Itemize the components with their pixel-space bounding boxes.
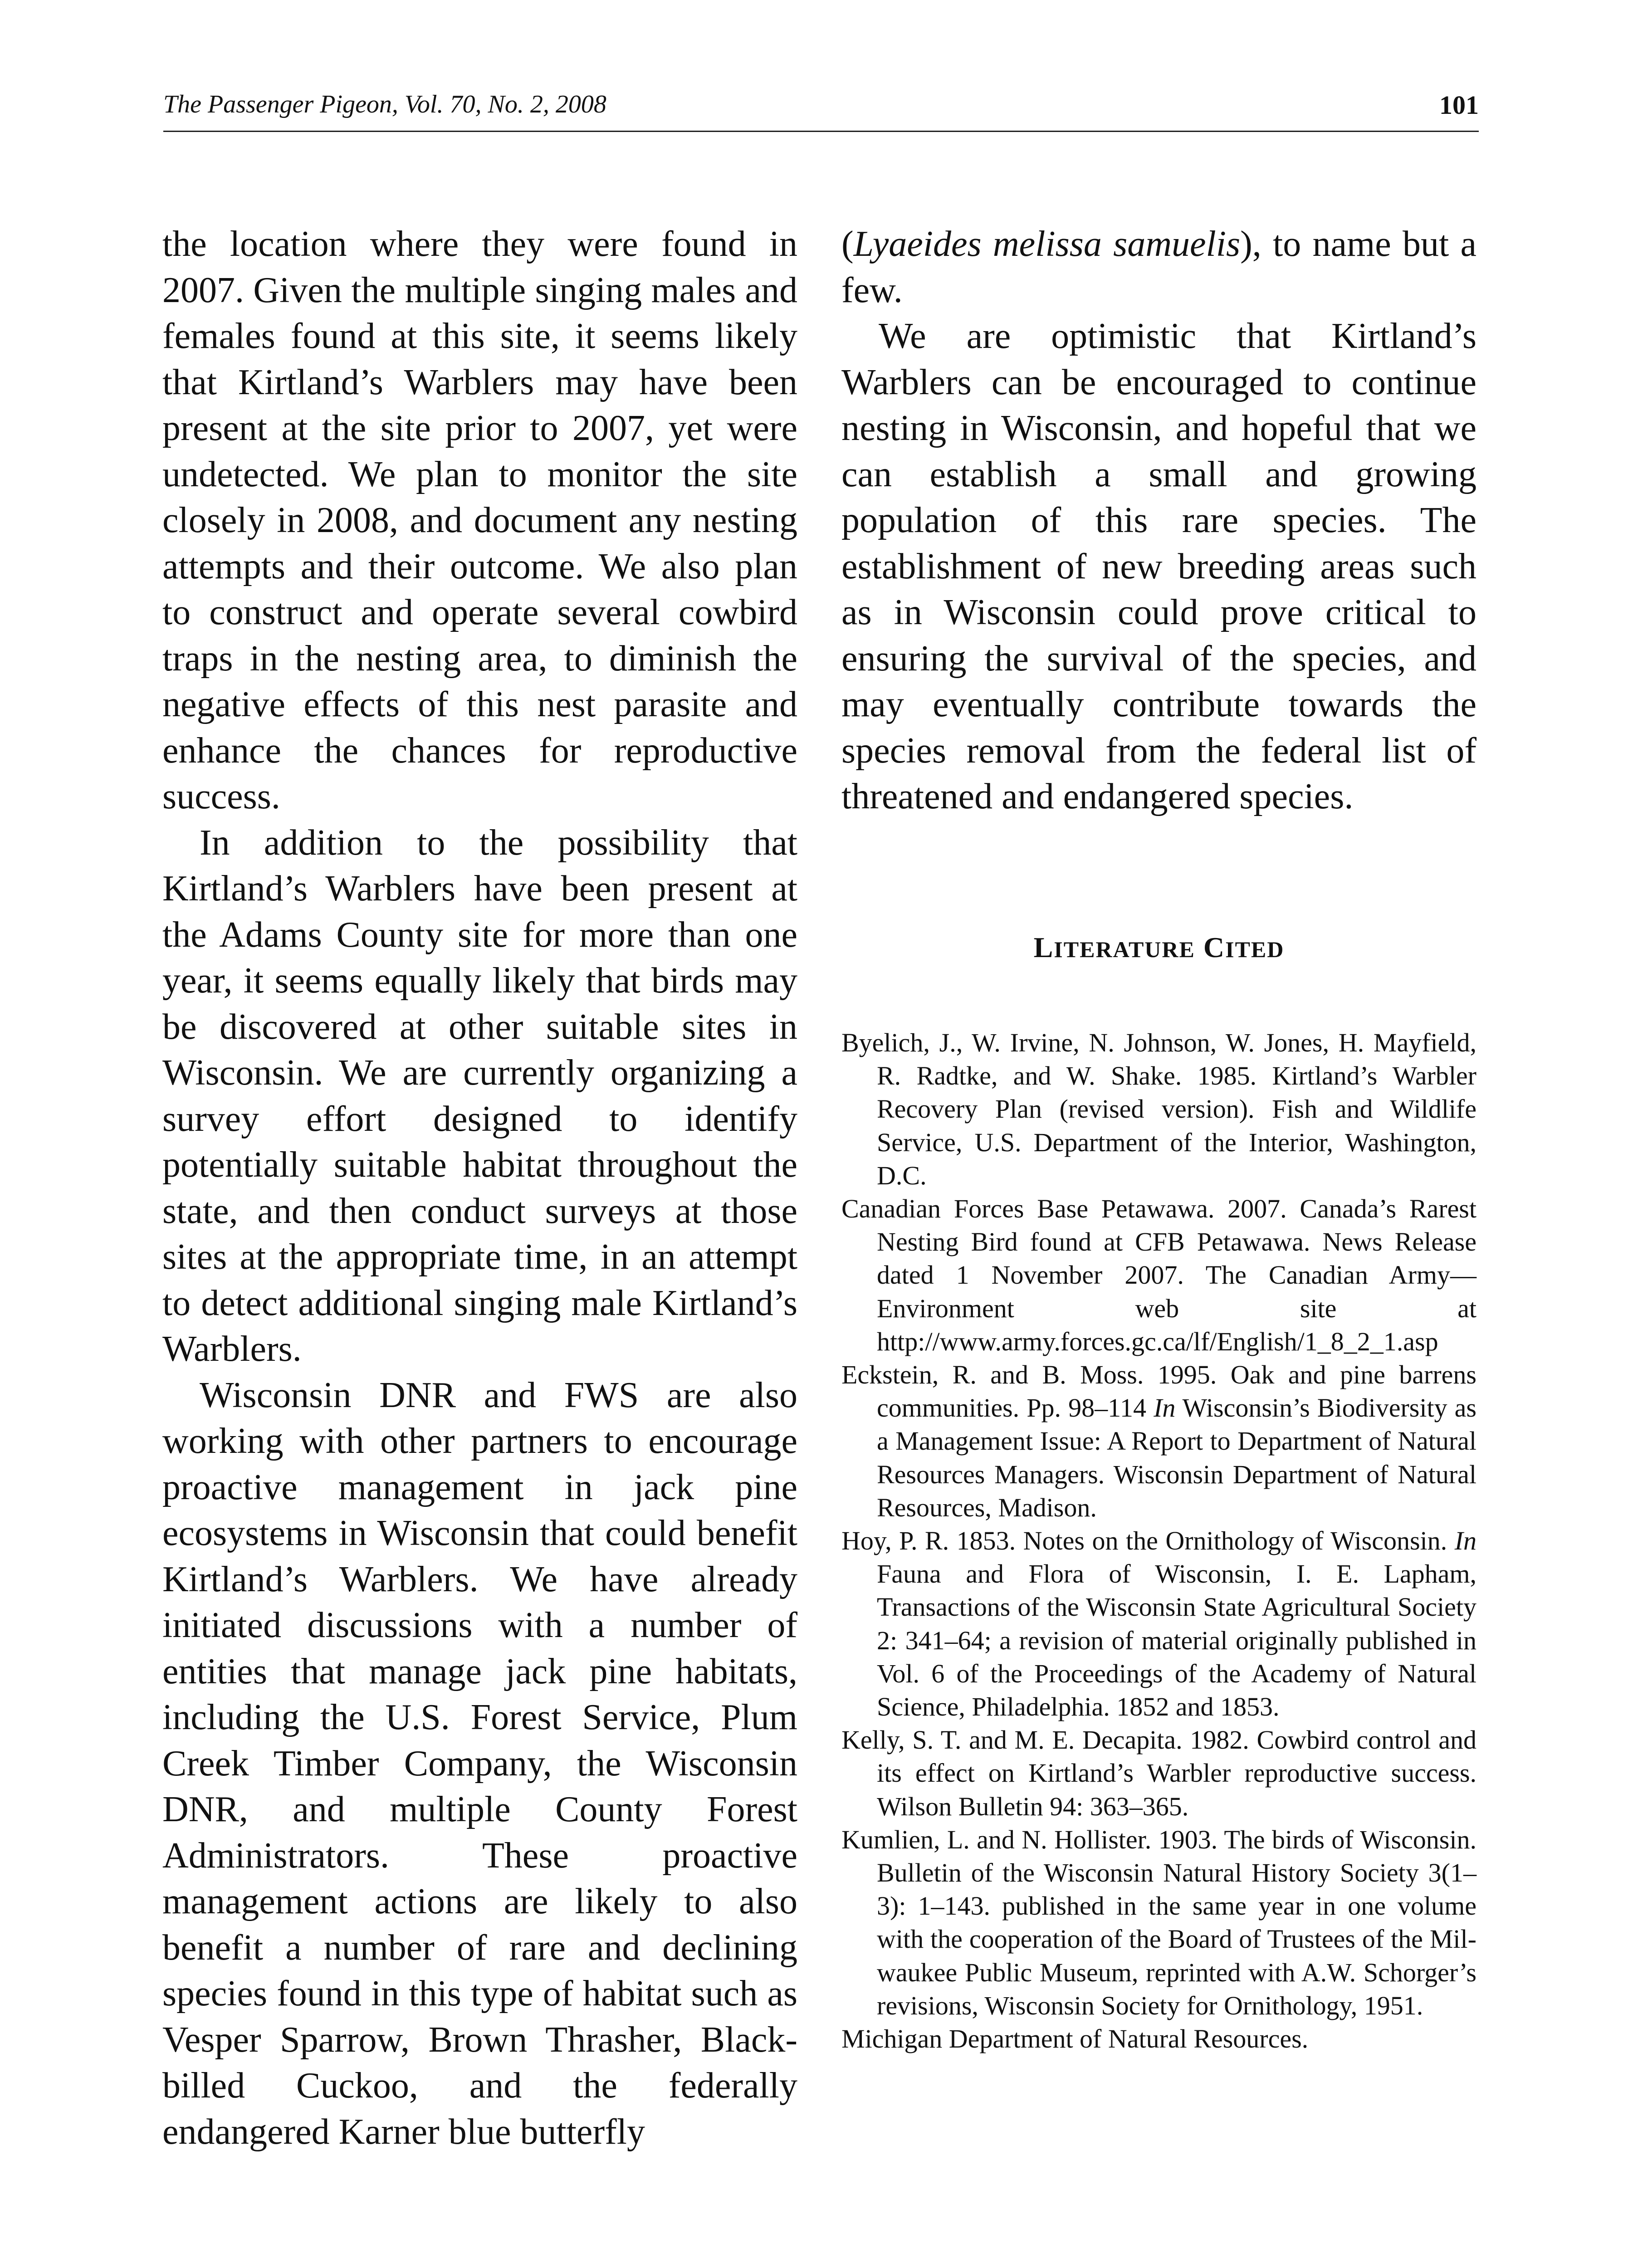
- section-heading: [841, 931, 1477, 964]
- paragraph: Wisconsin DNR and FWS are also working with other partners to encourage proactive management in jack pine ecosystems in Wisconsin that could benefit Kirtland’s Warblers. We have already initiated discussions with a number of entities that manage jack pine habitats, including the U.S. Forest Service, Plum Creek Timber Company, the Wisconsin DNR, and multiple County Forest Administrators. These proactive management actions are likely to also benefit a number of rare and declining species found in this type of habitat such as Vesper Sparrow, Brown Thrasher, Black-billed Cuckoo, and the federally endangered Karner blue butterfly: [162, 1375, 797, 2152]
- paragraph: We are optimistic that Kirtland’s Warblers can be encouraged to continue nesting in Wisconsin, and hopeful that we can establish a small and growing population of this rare species. The establishment of new breeding areas such as in Wisconsin could prove critical to ensuring the survival of the species, and may eventually contribute towards the species removal from the federal list of threatened and endangered species.: [841, 316, 1477, 816]
- reference-entry: Eckstein, R. and B. Moss. 1995. Oak and pine barrens communities. Pp. 98–114 In Wisconsin’s Biodiversity as a Management Issue: A Report to Department of Natural Resources Managers. Wisconsin Department of Natural Resources, Madison.: [841, 1360, 1477, 1522]
- right-column: [841, 221, 1477, 820]
- reference-entry: Byelich, J., W. Irvine, N. Johnson, W. Jones, H. Mayfield, R. Radtke, and W. Shake. 1985. Kirtland’s Warbler Recovery Plan (revised version). Fish and Wildlife Service, U.S. Department of the Interior, Washington, D.C.: [841, 1028, 1477, 1190]
- heading-cap: C: [1203, 931, 1226, 963]
- heading-small-caps: ITED: [1225, 937, 1285, 962]
- reference-list: [841, 1026, 1477, 2055]
- paragraph-continued-text: ), to name but a few.: [841, 224, 1477, 310]
- species-name: Lyaeides melissa samuelis: [853, 224, 1241, 264]
- reference-entry: Canadian Forces Base Petawawa. 2007. Canada’s Rarest Nesting Bird found at CFB Petawawa. News Release dated 1 November 2007. The Canadian Army—Environment web site at http://www.army.forces.gc.ca/lf/English/1_8_2_1.asp: [841, 1194, 1477, 1356]
- reference-entry: Kumlien, L. and N. Hollister. 1903. The birds of Wisconsin. Bulletin of the Wisconsin Natural History Society 3(1–3): 1–143. published in the same year in one volume with the cooperation of the Board of Trustees of the Milwaukee Public Museum, reprinted with A.W. Schorger’s revisions, Wisconsin Society for Ornithology, 1951.: [841, 1824, 1477, 2020]
- running-header: [163, 81, 1479, 132]
- heading-cap: L: [1033, 931, 1054, 963]
- journal-citation: The Passenger Pigeon, Vol. 70, No. 2, 2008: [163, 90, 606, 118]
- paragraph: the location where they were found in 2007. Given the multiple singing males and females found at this site, it seems likely that Kirtland’s Warblers may have been present at the site prior to 2007, yet were undetected. We plan to monitor the site closely in 2008, and document any nesting attempts and their outcome. We also plan to construct and operate several cowbird traps in the nesting area, to diminish the negative effects of this nest parasite and enhance the chances for reproductive success.: [162, 224, 797, 816]
- paragraph-continued: (Lyaeides melissa samuelis), to name but a few.: [841, 224, 1477, 310]
- left-column: [162, 221, 797, 2155]
- heading-small-caps: ITERATURE: [1054, 937, 1195, 962]
- reference-entry: Michigan Department of Natural Resources.: [841, 2024, 1309, 2054]
- page-number: 101: [1439, 90, 1479, 120]
- reference-entry: Hoy, P. R. 1853. Notes on the Ornithology of Wisconsin. In Fauna and Flora of Wisconsin, I. E. Lapham, Transactions of the Wisconsin State Agricultural Society 2: 341–64; a revision of material originally published in Vol. 6 of the Proceedings of the Academy of Natural Science, Philadelphia. 1852 and 1853.: [841, 1526, 1477, 1722]
- paragraph: In addition to the possibility that Kirtland’s Warblers have been present at the Adams County site for more than one year, it seems equally likely that birds may be discovered at other suitable sites in Wisconsin. We are currently organizing a survey effort designed to identify potentially suitable habitat throughout the state, and then conduct surveys at those sites at the appropriate time, in an attempt to detect additional singing male Kirtland’s Warblers.: [162, 822, 797, 1369]
- reference-entry: Kelly, S. T. and M. E. Decapita. 1982. Cowbird control and its effect on Kirtland’s Warbler reproductive success. Wilson Bulletin 94: 363–365.: [841, 1725, 1477, 1821]
